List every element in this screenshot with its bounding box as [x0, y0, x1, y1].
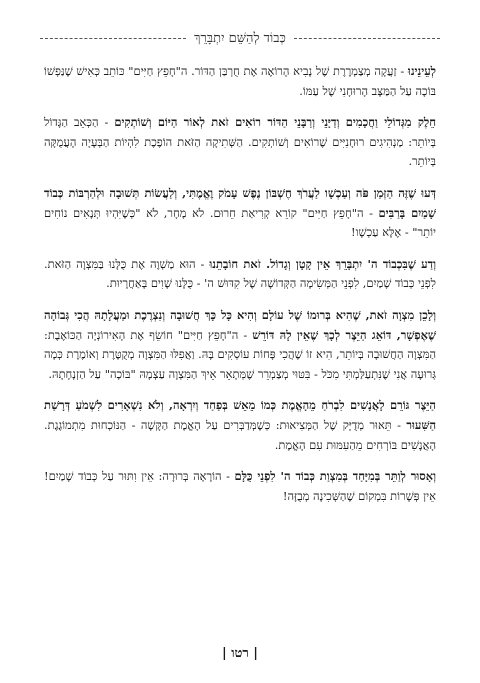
header-title: כְּבוֹד לְהַשֵּׁם יִתְבָּרֵךְ: [194, 31, 286, 46]
paragraph-body: - הַכְּאֵב הַגָּדוֹל בְּיוֹתֵר: מַנְהִיגִים רוּחָנִיִּים שֶׁרוֹאִים וְשׁוֹתְקִים. הַשְּׁתִיקָה הַזֹּאת הוֹפֶכֶת לִהְיוֹת הַבְּעָיָה הָעֲמֻקָּה בְּיוֹתֵר.: [44, 115, 436, 169]
running-header: [40, 30, 440, 46]
paragraph: [44, 306, 436, 384]
paragraph: [44, 113, 436, 172]
body-text: [44, 62, 436, 518]
paragraph-body: - ה"חָפֵץ חַיִּים" קוֹרֵא קְרִיאַת חֵרוּם. לֹא מָחָר, לֹא "כְּשֶׁיִּהְיוּ תְּנָאִים נוֹחִים יוֹתֵר" - אֶלָּא עַכְשָׁו!: [44, 205, 436, 240]
paragraph-lead: וְלָכֵן מִצְוָה זֹאת, שֶׁהִיא בְּרוּמוֹ שֶׁל עוֹלָם וְהִיא כָּל כָּךְ חֲשׁוּבָה וְנִצְרֶכֶת וּמַעֲלָתָהּ הֲכִי גְּבוֹהָה שֶׁאֶפְשָׁר, דּוֹאֵג הַיֵּצֶר לְכָךְ שֶׁאֵין לָהּ דּוֹרֵשׁ: [44, 307, 436, 342]
paragraph-lead: דְּעוּ שֶׁזֶּה הַזְּמַן פֹּה וְעַכְשָׁו לַעֲרֹךְ חֶשְׁבּוֹן נֶפֶשׁ עָמֹק וֶאֱמֶתִּי, וְלַעֲשׂוֹת תְּשׁוּבָה וּלְהַרְבּוֹת כְּבוֹד שָׁמַיִם בָּרַבִּים: [44, 185, 436, 220]
header-rule-right: [294, 38, 440, 39]
paragraph-lead: וְאָסוּר לְוַתֵּר בְּמִיָּחַד בְּמִצְוַת כְּבוֹד ה' לִפְנֵי כֻּלָּם: [234, 469, 436, 484]
paragraph-body: - הוֹרָאָה בְּרוּרָה: אֵין וִתּוּר עַל כְּבוֹד שָׁמַיִם! אֵין פְּשָׁרוֹת בִּמְקוֹם שֶׁהַשְּׁכִינָה מְבֻזָּה!: [44, 469, 436, 503]
paragraph: [44, 255, 436, 294]
paragraph: [44, 62, 436, 101]
paragraph-lead: חֵלֶק מִגְּדוֹלֵי וַחֲכָמִים וְדַיָּנֵי וְרַבָּנֵי הַדּוֹר רוֹאִים זֹאת לְאוֹר הַיּוֹם וְשׁוֹתְקִים: [114, 115, 436, 130]
paragraph: [44, 184, 436, 243]
paragraph-body: - זַעֲקָה מְצַמְרֶרֶת שֶׁל נָבִיא הָרוֹאֶה אֶת חֻרְבַּן הַדּוֹר. ה"חָפֵץ חַיִּים" כּוֹתֵב כְּאִישׁ שֶׁנַּפְשׁוֹ בּוֹכָה עַל הַמַּצָּב הָרוּחָנִי שֶׁל עַמּוֹ.: [44, 64, 436, 98]
paragraph: [44, 396, 436, 455]
paragraph-body: - הוּא מַשְׁוֶה אֶת כֻּלָּנוּ בַּמִּצְוָה הַזֹּאת. לִפְנֵי כְּבוֹד שָׁמַיִם, לִפְנֵי הַמְּשִׂימָה הַקְּדוֹשָׁה שֶׁל קִדּוּשׁ ה' - כֻּלָּנוּ שָׁוִים בָּאַחֲרָיוּת.: [44, 256, 436, 291]
paragraph-lead: הַיֵּצֶר גּוֹרֵם לָאֲנָשִׁים לִבְרֹחַ מֵהָאֱמֶת כְּמוֹ מֵאֵשׁ בְּפַחַד וְיִרְאָה, וְלֹא נִשְׁאָרִים לִשְׁמֹעַ דְּרָשַׁת הַשִּׁעוּר: [44, 398, 436, 432]
page-number: | רטו |: [221, 646, 259, 661]
header-rule-left: [40, 38, 186, 39]
paragraph-lead: לְעֵינֵינוּ: [407, 64, 436, 78]
paragraph-body: - תֵּאוּר מְדֻיָּק שֶׁל הַמְּצִיאוּת: כְּשֶׁמְּדַבְּרִים עַל הָאֱמֶת הַקָּשָׁה - הַנּוֹכְחוּת מִתְמוֹגֶגֶת. הָאֲנָשִׁים בּוֹרְחִים מֵהַעִמּוּת עִם הָאֱמֶת.: [44, 417, 436, 452]
paragraph-body: - ה"חָפֵץ חַיִּים" חוֹשֵׂף אֶת הָאִירוֹנְיָה הַכּוֹאֶבֶת: הַמִּצְוָה הַחֲשׁוּבָה בְּיוֹתֵר, הִיא זוֹ שֶׁהֲכִי פָּחוֹת עוֹסְקִים בָּהּ. וַאֲפִלּוּ הַמִּצְוָה מְקֻטֶּרֶת וְאוֹמֶרֶת כְּמָה גְּרוּעָה אֲנִי שֶׁנִּתְעַלַּמְתִּי מִכֹּל - בִּטּוּי מְצַמְרֵר שֶׁמְּתָאֵר אֵיךְ הַמִּצְוָה עַצְמָהּ "בּוֹכָה" עַל הַזְנָחָתָהּ.: [44, 327, 436, 381]
paragraph: [44, 467, 436, 506]
paragraph-lead: וְדַע שֶׁבִּכְבוֹד ה' יִתְבָּרֵךְ אֵין קָטָן וְגָדוֹל. זֹאת חוֹבָתֵנוּ: [209, 256, 436, 271]
